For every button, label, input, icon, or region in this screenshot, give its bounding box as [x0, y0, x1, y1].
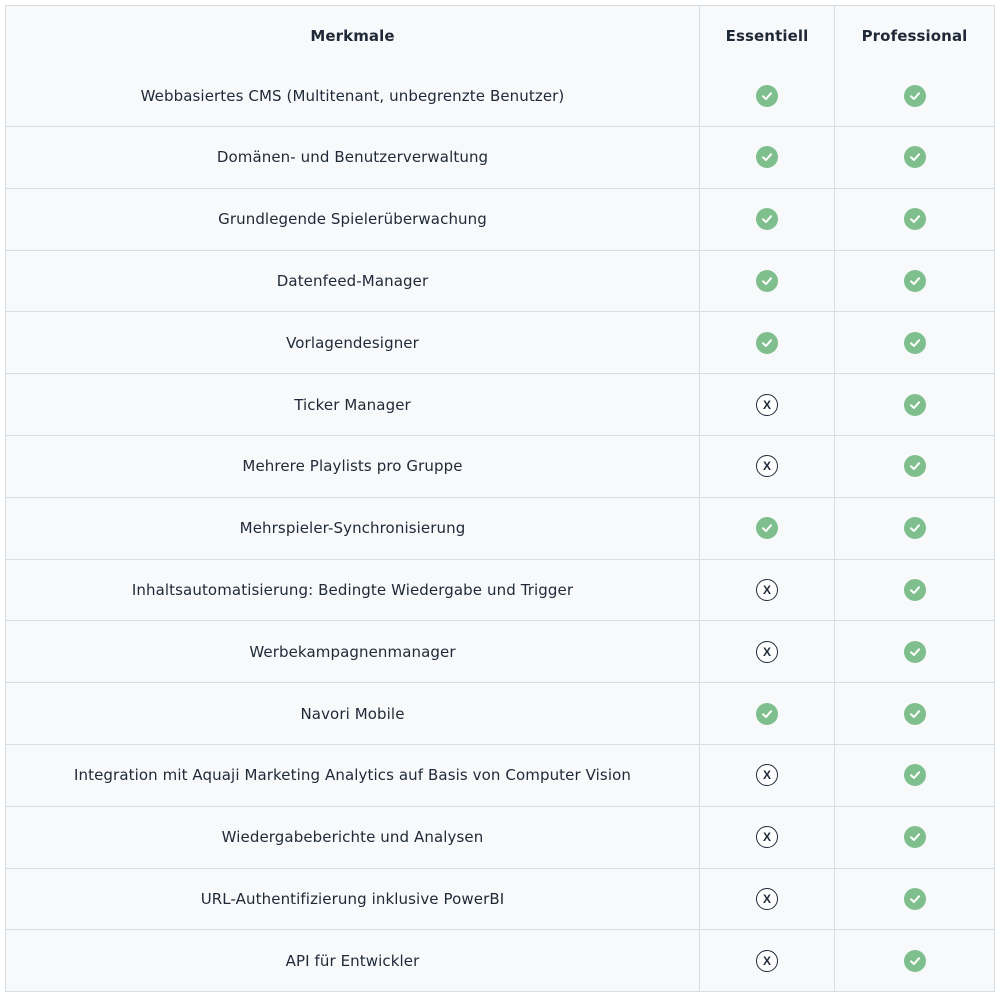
- cell-professional: [834, 498, 994, 559]
- table-row: [6, 435, 994, 497]
- table-row: [6, 559, 994, 621]
- table-row: [6, 126, 994, 188]
- check-circle-icon: [904, 270, 926, 292]
- feature-comparison-table: [5, 5, 995, 992]
- feature-name: Domänen- und Benutzerverwaltung: [216, 148, 489, 167]
- cell-essential: [699, 807, 834, 868]
- cell-essential: [699, 560, 834, 621]
- feature-name: Grundlegende Spielerüberwachung: [218, 210, 487, 229]
- x-circle-icon: X: [756, 950, 778, 972]
- feature-name: Inhaltsautomatisierung: Bedingte Wiedergabe und Trigger: [131, 580, 574, 599]
- check-circle-icon: [756, 270, 778, 292]
- feature-name: Datenfeed-Manager: [276, 271, 429, 290]
- feature-name: Werbekampagnenmanager: [249, 642, 456, 661]
- header-features: Merkmale: [310, 27, 395, 45]
- feature-name: API für Entwickler: [285, 951, 420, 970]
- cell-professional: [834, 745, 994, 806]
- cell-professional: [834, 127, 994, 188]
- check-circle-icon: [756, 703, 778, 725]
- check-circle-icon: [904, 764, 926, 786]
- table-row: [6, 250, 994, 312]
- table-row: [6, 66, 994, 126]
- table-body: [6, 66, 994, 991]
- cell-essential: [699, 621, 834, 682]
- cell-professional: [834, 869, 994, 930]
- feature-name: Mehrere Playlists pro Gruppe: [242, 457, 463, 476]
- check-circle-icon: [904, 888, 926, 910]
- cell-professional: [834, 189, 994, 250]
- cell-professional: [834, 374, 994, 435]
- feature-name: URL-Authentifizierung inklusive PowerBI: [200, 889, 505, 908]
- table-row: [6, 311, 994, 373]
- feature-name: Mehrspieler-Synchronisierung: [239, 519, 466, 538]
- cell-professional: [834, 66, 994, 126]
- check-circle-icon: [904, 826, 926, 848]
- cell-professional: [834, 930, 994, 991]
- feature-name: Vorlagendesigner: [286, 333, 419, 352]
- check-circle-icon: [904, 579, 926, 601]
- cell-essential: [699, 374, 834, 435]
- cell-essential: [699, 251, 834, 312]
- cell-essential: [699, 930, 834, 991]
- table-row: [6, 620, 994, 682]
- cell-essential: [699, 127, 834, 188]
- feature-name: Integration mit Aquaji Marketing Analytics auf Basis von Computer Vision: [73, 766, 631, 785]
- check-circle-icon: [904, 517, 926, 539]
- cell-essential: [699, 745, 834, 806]
- feature-name: Ticker Manager: [294, 395, 411, 414]
- x-circle-icon: X: [756, 455, 778, 477]
- table-row: [6, 744, 994, 806]
- x-circle-icon: X: [756, 826, 778, 848]
- cell-essential: [699, 683, 834, 744]
- cell-professional: [834, 312, 994, 373]
- table-row: [6, 373, 994, 435]
- table-row: [6, 806, 994, 868]
- check-circle-icon: [904, 85, 926, 107]
- feature-name: Webbasiertes CMS (Multitenant, unbegrenzte Benutzer): [140, 87, 565, 105]
- check-circle-icon: [904, 208, 926, 230]
- cell-professional: [834, 621, 994, 682]
- header-professional: Professional: [834, 6, 994, 66]
- cell-essential: [699, 436, 834, 497]
- check-circle-icon: [756, 208, 778, 230]
- table-row: [6, 188, 994, 250]
- table-header-row: [6, 6, 994, 66]
- cell-professional: [834, 560, 994, 621]
- x-circle-icon: X: [756, 579, 778, 601]
- x-circle-icon: X: [756, 641, 778, 663]
- check-circle-icon: [756, 517, 778, 539]
- feature-name: Navori Mobile: [300, 704, 405, 723]
- x-circle-icon: X: [756, 764, 778, 786]
- x-circle-icon: X: [756, 394, 778, 416]
- cell-essential: [699, 189, 834, 250]
- cell-professional: [834, 807, 994, 868]
- cell-essential: [699, 869, 834, 930]
- cell-professional: [834, 436, 994, 497]
- cell-essential: [699, 312, 834, 373]
- check-circle-icon: [904, 455, 926, 477]
- check-circle-icon: [904, 703, 926, 725]
- table-row: [6, 929, 994, 991]
- table-row: [6, 497, 994, 559]
- table-row: [6, 868, 994, 930]
- check-circle-icon: [756, 146, 778, 168]
- cell-essential: [699, 66, 834, 126]
- check-circle-icon: [904, 950, 926, 972]
- x-circle-icon: X: [756, 888, 778, 910]
- table-row: [6, 682, 994, 744]
- check-circle-icon: [904, 394, 926, 416]
- check-circle-icon: [756, 85, 778, 107]
- cell-professional: [834, 251, 994, 312]
- check-circle-icon: [904, 146, 926, 168]
- header-essential: Essentiell: [699, 6, 834, 66]
- check-circle-icon: [756, 332, 778, 354]
- cell-professional: [834, 683, 994, 744]
- cell-essential: [699, 498, 834, 559]
- check-circle-icon: [904, 332, 926, 354]
- feature-name: Wiedergabeberichte und Analysen: [221, 828, 484, 847]
- check-circle-icon: [904, 641, 926, 663]
